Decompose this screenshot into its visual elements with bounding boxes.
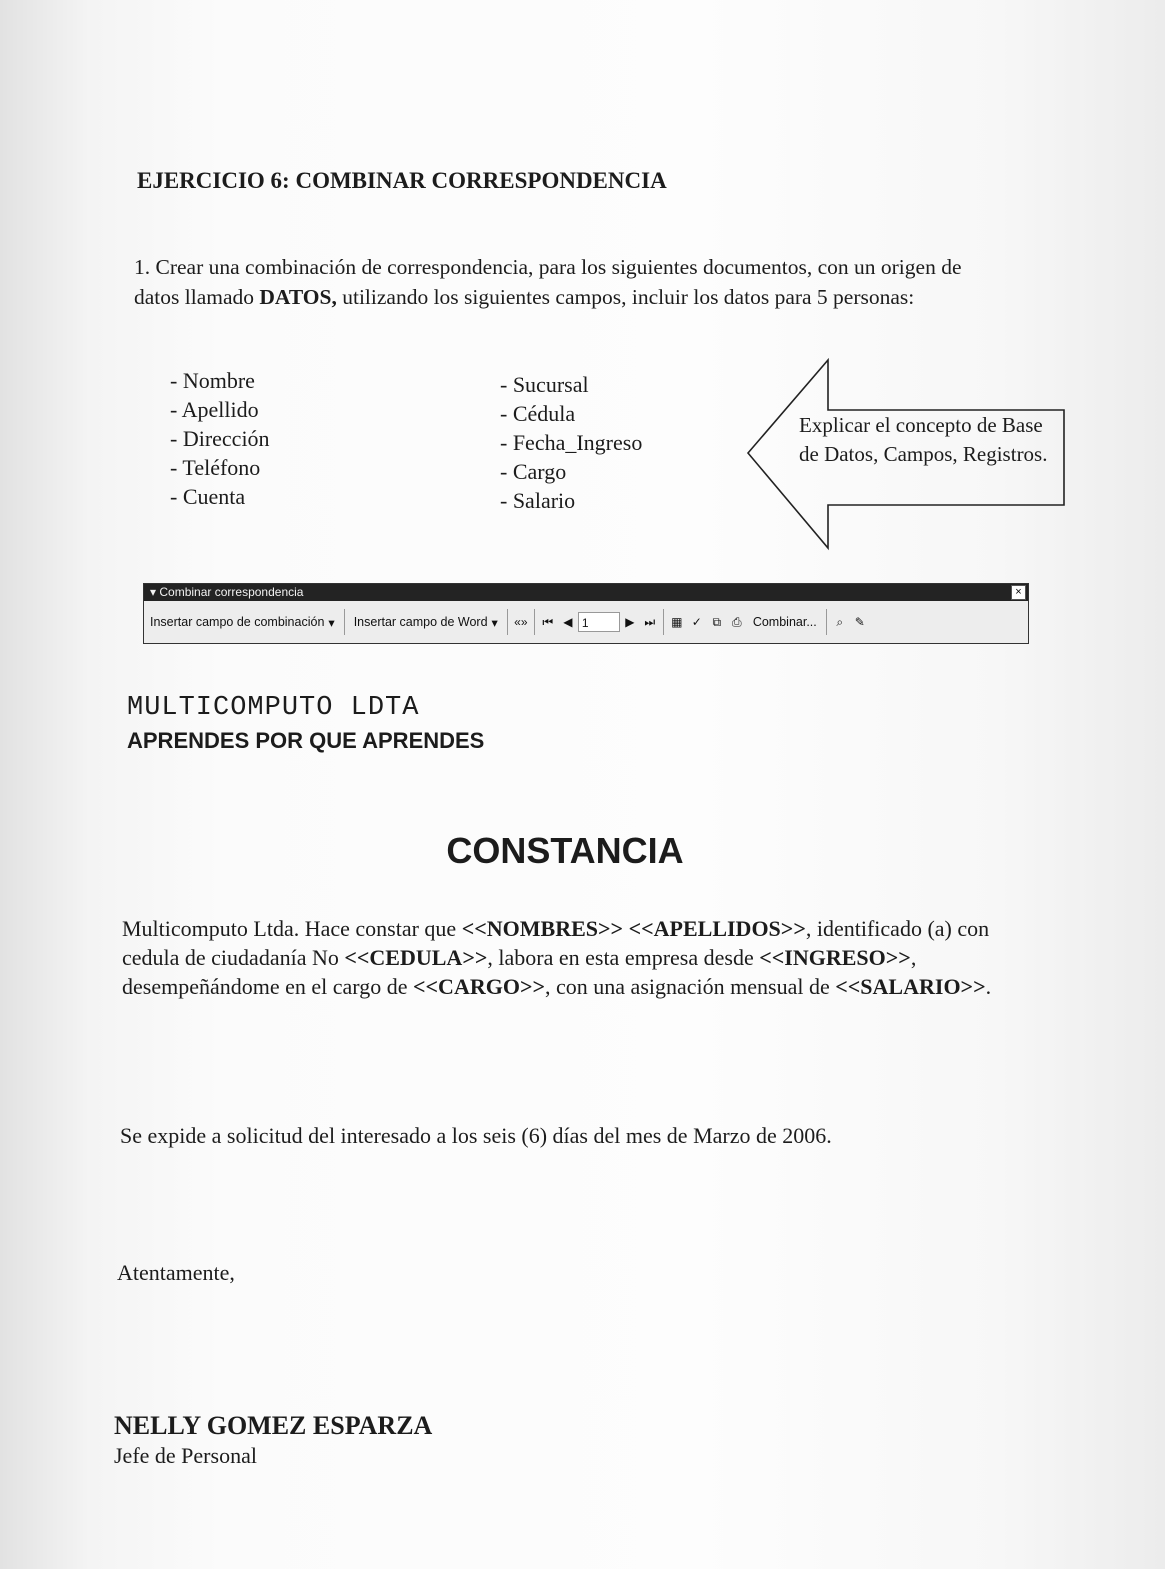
merge-to-printer-icon[interactable]: ⎙ [732, 614, 742, 629]
callout-text: Explicar el concepto de Base de Datos, Campos, Registros. [799, 413, 1048, 466]
previous-record-icon[interactable]: ◀ [563, 615, 573, 629]
body-text: , labora en esta empresa desde [487, 945, 760, 970]
merge-field-ingreso: <<INGRESO>> [759, 945, 911, 970]
document-heading: CONSTANCIA [446, 830, 684, 871]
merge-field-cedula: <<CEDULA>> [344, 945, 488, 970]
list-item: - Sucursal [500, 372, 589, 397]
view-merged-data-icon[interactable]: «» [514, 615, 528, 629]
list-item: - Dirección [170, 426, 270, 451]
record-number-input[interactable]: 1 [578, 612, 620, 632]
recipients-icon[interactable]: ▦ [671, 615, 683, 629]
check-errors-icon[interactable]: ✓ [691, 615, 702, 629]
exercise-title: EJERCICIO 6: COMBINAR CORRESPONDENCIA [137, 168, 667, 193]
issuance-statement: Se expide a solicitud del interesado a los seis (6) días del mes de Marzo de 2006. [120, 1123, 832, 1148]
body-text: , desempeñándome en el cargo de [122, 945, 917, 999]
company-slogan: APRENDES POR QUE APRENDES [127, 728, 485, 753]
next-record-icon[interactable]: ▶ [625, 615, 635, 629]
merge-field-cargo: <<CARGO>> [412, 974, 546, 999]
field-list-right [500, 370, 642, 515]
chevron-down-icon: ▾ [328, 615, 335, 630]
closing-salutation: Atentamente, [117, 1260, 235, 1285]
last-record-icon[interactable]: ⏭ [644, 614, 656, 629]
list-item: - Cargo [500, 459, 567, 484]
signer-title: Jefe de Personal [114, 1443, 257, 1468]
list-item: - Nombre [170, 368, 255, 393]
list-item: - Apellido [170, 397, 259, 422]
data-source-name: DATOS, [259, 285, 337, 309]
letter-body [122, 914, 1002, 1001]
toolbar-divider [663, 609, 664, 635]
chevron-down-icon: ▾ [491, 615, 498, 630]
edit-data-source-icon[interactable]: ✎ [854, 615, 865, 629]
body-text: , identificado (a) con cedula de ciudadanía No [122, 916, 990, 970]
list-item: - Cédula [500, 401, 576, 426]
list-item: - Fecha_Ingreso [500, 430, 643, 455]
body-text: Multicomputo Ltda. Hace constar que [122, 916, 462, 941]
mail-merge-toolbar [143, 583, 1029, 644]
toolbar-divider [826, 609, 827, 635]
intro-text-start: 1. Crear una combinación de correspondencia, para los siguientes documentos, con un origen de datos llamado [134, 255, 962, 309]
merge-to-new-document-icon[interactable]: ⧉ [712, 614, 722, 629]
list-item: - Teléfono [170, 455, 261, 480]
merge-field-salario: <<SALARIO>> [835, 974, 986, 999]
toolbar-divider [507, 609, 508, 635]
first-record-icon[interactable]: ⏮ [542, 614, 554, 629]
company-name: MULTICOMPUTO LDTA [127, 693, 420, 723]
toolbar-divider [534, 609, 535, 635]
merge-field-apellidos: <<APELLIDOS>> [628, 916, 806, 941]
intro-text-end: utilizando los siguientes campos, incluir los datos para 5 personas: [336, 285, 915, 309]
toolbar-menu-arrow-icon[interactable]: ▾ [150, 585, 157, 599]
body-text: , con una asignación mensual de [545, 974, 836, 999]
toolbar-buttons [144, 601, 1028, 643]
toolbar-divider [344, 609, 345, 635]
toolbar-title-bar[interactable] [144, 584, 1028, 601]
insert-word-field-button[interactable] [348, 615, 504, 630]
body-text: . [985, 974, 992, 999]
close-icon[interactable]: × [1011, 585, 1026, 600]
merge-button[interactable] [747, 615, 823, 629]
exercise-instructions [134, 252, 1004, 312]
merge-button-label: Combinar... [752, 615, 817, 629]
field-list-left [170, 366, 270, 511]
find-entry-icon[interactable]: ⌕ [836, 614, 844, 629]
toolbar-title: Combinar correspondencia [159, 585, 304, 599]
list-item: - Salario [500, 488, 576, 513]
insert-merge-field-button[interactable] [144, 615, 341, 630]
insert-merge-field-label: Insertar campo de combinación [150, 615, 325, 629]
signer-name: NELLY GOMEZ ESPARZA [114, 1411, 433, 1440]
insert-word-field-label: Insertar campo de Word [353, 615, 488, 629]
merge-field-nombres: <<NOMBRES>> [461, 916, 624, 941]
list-item: - Cuenta [170, 484, 246, 509]
